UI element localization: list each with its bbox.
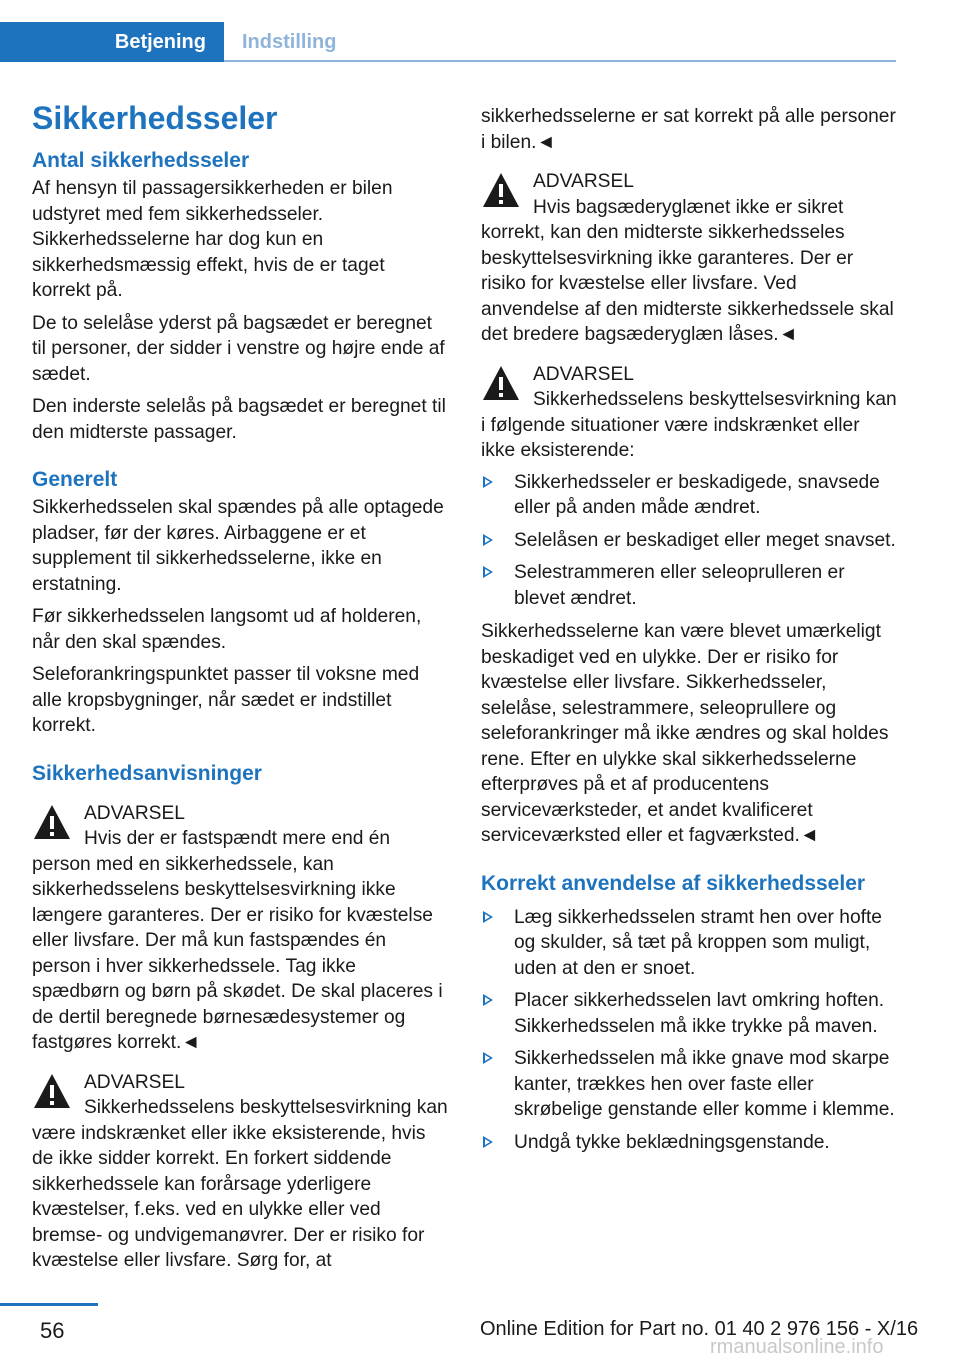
heading-korrekt-anvendelse: Korrekt anvendelse af sikkerhedsseler (481, 871, 866, 895)
list-item (481, 905, 897, 982)
warning-triangle-icon (481, 171, 521, 209)
page-number: 56 (40, 1318, 65, 1343)
triangle-bullet-icon (483, 476, 493, 488)
warning-block (32, 801, 448, 1056)
warning-triangle-icon (32, 803, 72, 841)
list-item (481, 470, 897, 521)
triangle-bullet-icon (483, 1136, 493, 1148)
header-bar (0, 0, 960, 62)
paragraph: De to selelåse yderst på bagsædet er beregnet til personer, der sidder i venstre og højre ende af sædet. (32, 312, 445, 385)
warning-block (481, 169, 897, 348)
warning-text: Hvis bagsæderyglænet ikke er sikret korrekt, kan den midterste sikkerhedsseles beskyttelsesvirkning ikke garanteres. Der er risiko for kvæstelse eller livsfare. Ved anvendelse af den midterste sikkerhedssele skal det bredere bagsæderyglæn låses.◄ (481, 196, 894, 345)
list-item-text: Læg sikkerhedsselen stramt hen over hofte og skulder, så tæt på kroppen som muligt, uden at den er snoet. (514, 906, 882, 979)
heading-generelt: Generelt (32, 468, 118, 491)
warning-text: Hvis der er fastspændt mere end én person med en sikkerhedssele, kan sikkerhedsselens beskyttelsesvirkning ikke længere garanteres. Der er risiko for kvæstelse eller livsfare. Der må kun fastspændes én person i hver sikkerhedssele. Tag ikke spædbørn og børn på skødet. De skal placeres i de dertil beregnede børnesædesystemer og fastgøres korrekt.◄ (32, 828, 443, 1053)
list-item (481, 560, 897, 611)
list-item (481, 1046, 897, 1123)
warning-text: Sikkerhedsselens beskyttelsesvirkning kan være indskrænket eller ikke eksisterende, hvis de ikke sidder korrekt. En forkert siddende sikkerhedssele kan forårsage yderligere kvæstelser, f.eks. ved en ulykke eller ved bremse- og undvigemanøvrer. Der er risiko for kvæstelse eller livsfare. Sørg for, at (32, 1097, 448, 1271)
tab-betjening-label: Betjening (114, 30, 206, 53)
page-title: Sikkerhedsseler (32, 100, 278, 136)
usage-list (481, 905, 897, 1156)
edition-text: Online Edition for Part no. 01 40 2 976 156 - X/16 (480, 1318, 919, 1340)
triangle-bullet-icon (483, 534, 493, 546)
list-item-text: Placer sikkerhedsselen lavt omkring hoften. Sikkerhedsselen må ikke trykke på maven. (514, 990, 885, 1037)
list-item (481, 988, 897, 1039)
header-divider (224, 60, 896, 62)
warning-title: ADVARSEL (84, 1071, 185, 1093)
warning-triangle-icon (32, 1072, 72, 1110)
warning-text: Sikkerhedsselens beskyttelsesvirkning kan i følgende situationer være indskrænket eller ikke eksisterende: (481, 389, 897, 461)
list-item-text: Sikkerhedsselen må ikke gnave mod skarpe kanter, trækkes hen over faste eller skrøbelige genstande eller komme i klemme. (514, 1048, 895, 1120)
paragraph: Den inderste selelås på bagsædet er beregnet til den midterste passager. (32, 396, 446, 443)
warning-triangle-icon (481, 364, 521, 402)
warning-list (481, 470, 897, 612)
paragraph: Af hensyn til passagersikkerheden er bilen udstyret med fem sikkerhedsseler. Sikkerhedsselerne har dog kun en sikkerhedsmæssig effekt, hvis de er taget korrekt på. (32, 178, 393, 301)
right-column (481, 98, 897, 1163)
footer-divider (0, 1303, 98, 1306)
list-item-text: Selestrammeren eller seleoprulleren er blevet ændret. (514, 562, 845, 609)
watermark: rmanualsonline.info (710, 1336, 884, 1358)
paragraph: Sikkerhedsselerne kan være blevet umærkeligt beskadiget ved en ulykke. Der er risiko for kvæstelse eller livsfare. Sikkerhedsseler, selelåse, selestrammere, seleoprullere og seleforankringer må ikke ændres og skal holdes rene. Efter en ulykke skal sikkerhedsselerne efterprøves på et af producentens serviceværksteder, et andet kvalificeret serviceværksted eller et fagværksted.◄ (481, 621, 889, 846)
warning-block (32, 1070, 448, 1274)
tab-indstilling-label: Indstilling (242, 30, 337, 53)
paragraph: sikkerhedsselerne er sat korrekt på alle personer i bilen.◄ (481, 106, 896, 153)
paragraph: Før sikkerhedsselen langsomt ud af holderen, når den skal spændes. (32, 606, 422, 653)
triangle-bullet-icon (483, 1052, 493, 1064)
warning-title: ADVARSEL (533, 363, 634, 385)
warning-title: ADVARSEL (84, 802, 185, 824)
heading-sikkerhedsanvisninger: Sikkerhedsanvisninger (32, 761, 262, 785)
warning-title: ADVARSEL (533, 171, 634, 192)
list-item-text: Undgå tykke beklædningsgenstande. (514, 1131, 830, 1153)
tab-indstilling[interactable] (242, 22, 336, 62)
left-column (32, 98, 448, 1286)
list-item-text: Sikkerhedsseler er beskadigede, snavsede eller på anden måde ændret. (514, 471, 880, 518)
warning-block (481, 362, 897, 849)
paragraph: Seleforankringspunktet passer til voksne med alle kropsbygninger, når sædet er indstillet korrekt. (32, 664, 420, 736)
list-item (481, 1130, 897, 1156)
list-item-text: Selelåsen er beskadiget eller meget snavset. (514, 529, 896, 551)
tab-betjening[interactable] (0, 22, 224, 62)
triangle-bullet-icon (483, 994, 493, 1006)
heading-antal: Antal sikkerhedsseler (32, 149, 250, 172)
triangle-bullet-icon (483, 566, 493, 578)
triangle-bullet-icon (483, 911, 493, 923)
paragraph: Sikkerhedsselen skal spændes på alle optagede pladser, før der køres. Airbaggene er et supplement til sikkerhedsselerne, ikke en erstatning. (32, 497, 444, 595)
list-item (481, 528, 897, 554)
